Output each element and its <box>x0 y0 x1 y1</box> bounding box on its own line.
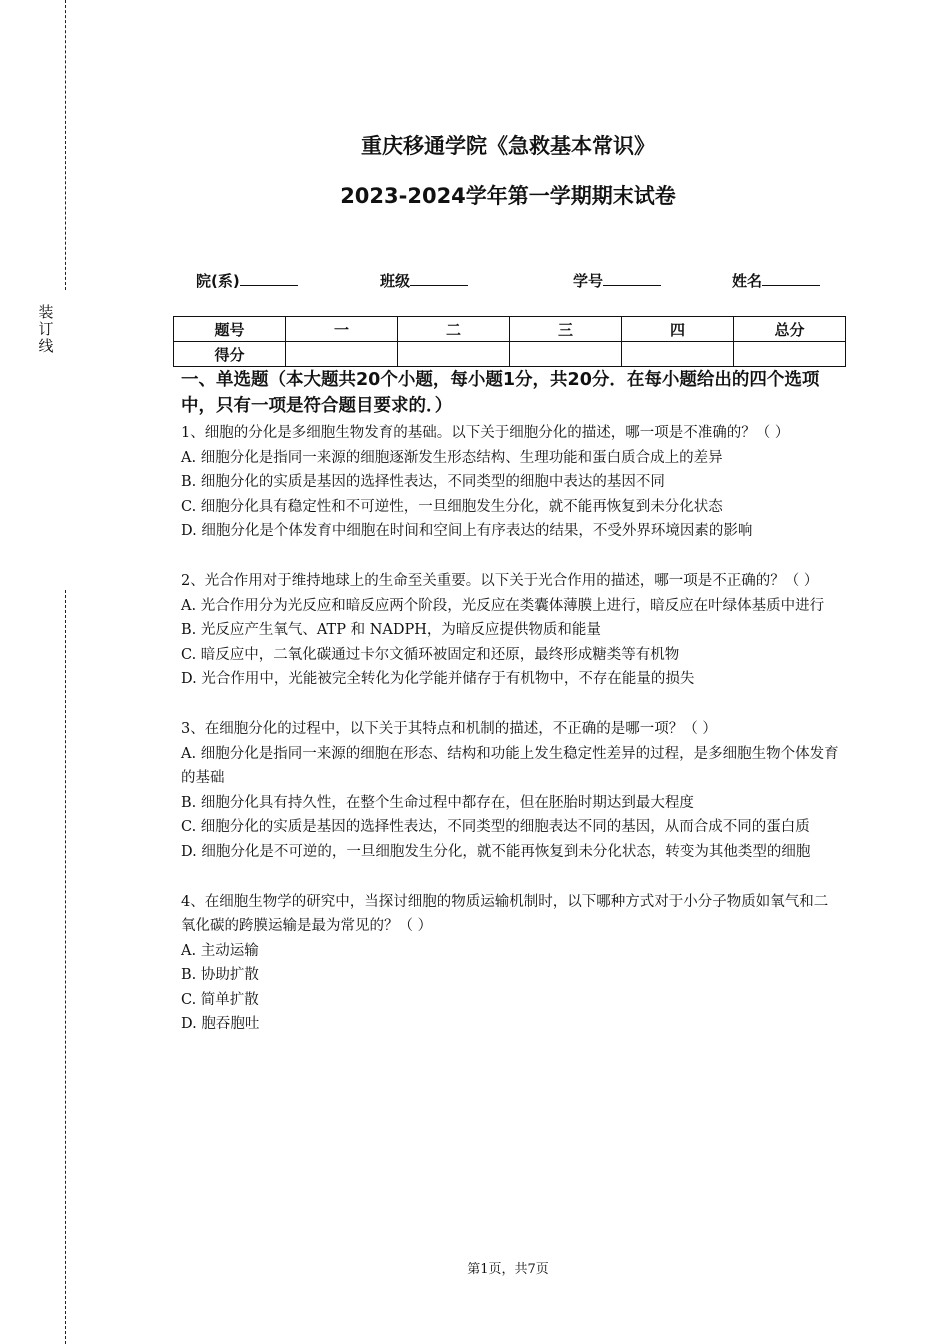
score-table-header-row <box>174 317 846 342</box>
binding-label <box>38 304 54 355</box>
info-name-blank[interactable] <box>762 271 820 286</box>
question-option: B. 细胞分化具有持久性，在整个生命过程中都存在，但在胚胎时期达到最大程度 <box>181 794 694 811</box>
question-option: D. 胞吞胞吐 <box>181 1016 260 1033</box>
question-option: A. 细胞分化是指同一来源的细胞在形态、结构和功能上发生稳定性差异的过程，是多细胞生物个体发育的基础 <box>181 745 839 787</box>
question-option: B. 协助扩散 <box>181 967 259 984</box>
question-option: B. 细胞分化的实质是基因的选择性表达，不同类型的细胞中表达的基因不同 <box>181 474 665 491</box>
question-option: B. 光反应产生氧气、ATP 和 NADPH，为暗反应提供物质和能量 <box>181 622 601 639</box>
score-row-label: 得分 <box>174 342 286 367</box>
question-option: C. 简单扩散 <box>181 991 259 1008</box>
binding-char: 线 <box>38 337 54 355</box>
score-header-cell: 总分 <box>734 317 846 342</box>
question-option: C. 暗反应中，二氧化碳通过卡尔文循环被固定和还原，最终形成糖类等有机物 <box>181 646 680 663</box>
question-2 <box>181 569 841 692</box>
info-class <box>380 270 468 291</box>
exam-title-line2: 2023-2024学年第一学期期末试卷 <box>340 184 676 208</box>
question-option: D. 细胞分化是个体发育中细胞在时间和空间上有序表达的结果，不受外界环境因素的影响 <box>181 523 753 540</box>
binding-char: 订 <box>38 320 54 338</box>
score-header-cell: 题号 <box>174 317 286 342</box>
info-name-label: 姓名 <box>732 272 763 290</box>
binding-char: 装 <box>38 303 54 321</box>
question-stem: 1、细胞的分化是多细胞生物发育的基础。以下关于细胞分化的描述，哪一项是不准确的？（ ） <box>181 425 790 441</box>
question-option: D. 光合作用中，光能被完全转化为化学能并储存于有机物中，不存在能量的损失 <box>181 671 695 688</box>
score-header-cell: 四 <box>622 317 734 342</box>
section-heading: 一、单选题（本大题共20个小题，每小题1分，共20分．在每小题给出的四个选项中，只有一项是符合题目要求的．） <box>181 370 820 416</box>
info-class-blank[interactable] <box>410 271 468 286</box>
exam-content <box>181 368 841 1062</box>
score-cell[interactable] <box>622 342 734 367</box>
question-stem: 4、在细胞生物学的研究中，当探讨细胞的物质运输机制时，以下哪种方式对于小分子物质如氧气和二氧化碳的跨膜运输是最为常见的？（ ） <box>181 893 829 935</box>
info-student-id <box>573 270 661 291</box>
info-class-label: 班级 <box>380 272 411 290</box>
info-department-blank[interactable] <box>240 271 298 286</box>
question-option: A. 主动运输 <box>181 942 259 959</box>
exam-title-line1: 重庆移通学院《急救基本常识》 <box>361 134 655 158</box>
question-3 <box>181 717 841 865</box>
question-stem: 3、在细胞分化的过程中，以下关于其特点和机制的描述，不正确的是哪一项？（ ） <box>181 720 717 737</box>
info-department-label: 院(系) <box>196 272 240 290</box>
score-cell[interactable] <box>734 342 846 367</box>
score-cell[interactable] <box>398 342 510 367</box>
question-option: C. 细胞分化具有稳定性和不可逆性，一旦细胞发生分化，就不能再恢复到未分化状态 <box>181 498 723 515</box>
question-1 <box>181 421 841 544</box>
info-name <box>732 270 820 291</box>
question-option: D. 细胞分化是不可逆的，一旦细胞发生分化，就不能再恢复到未分化状态，转变为其他类型的细胞 <box>181 843 811 860</box>
question-4 <box>181 890 841 1038</box>
score-table-score-row <box>174 342 846 367</box>
question-option: A. 光合作用分为光反应和暗反应两个阶段，光反应在类囊体薄膜上进行，暗反应在叶绿体基质中进行 <box>181 597 825 614</box>
binding-dashed-line-bottom <box>65 590 66 1344</box>
score-header-cell: 二 <box>398 317 510 342</box>
score-header-cell: 一 <box>286 317 398 342</box>
score-cell[interactable] <box>286 342 398 367</box>
score-header-cell: 三 <box>510 317 622 342</box>
score-cell[interactable] <box>510 342 622 367</box>
question-stem: 2、光合作用对于维持地球上的生命至关重要。以下关于光合作用的描述，哪一项是不正确的？（ ） <box>181 572 819 589</box>
question-option: C. 细胞分化的实质是基因的选择性表达，不同类型的细胞表达不同的基因，从而合成不同的蛋白质 <box>181 819 810 836</box>
page-footer: 第1页，共7页 <box>467 1262 549 1277</box>
score-table <box>173 316 846 367</box>
info-student-id-blank[interactable] <box>603 271 661 286</box>
info-student-id-label: 学号 <box>573 272 604 290</box>
question-option: A. 细胞分化是指同一来源的细胞逐渐发生形态结构、生理功能和蛋白质合成上的差异 <box>181 449 723 466</box>
info-department <box>196 270 298 291</box>
